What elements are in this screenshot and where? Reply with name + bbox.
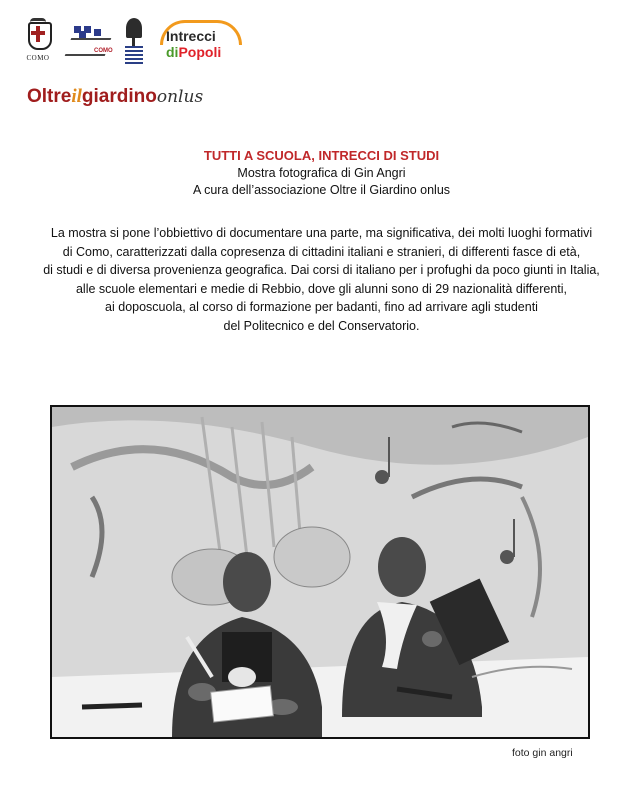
provincia-logo-text: COMO bbox=[94, 48, 113, 54]
brand-part-giardino: giardino bbox=[81, 86, 157, 107]
exhibition-subtitle-author: Mostra fotografica di Gin Angri bbox=[237, 166, 406, 180]
photo-credit: foto gin angri bbox=[512, 747, 573, 759]
como-logo-text: COMO bbox=[26, 54, 50, 62]
brand-part-oltre: Oltre bbox=[27, 86, 72, 107]
description-line: alle scuole elementari e medie di Rebbio, dove gli alunni sono di 29 nazionalità differenti, bbox=[75, 281, 568, 296]
description-line: La mostra si pone l’obbiettivo di documentare una parte, ma significativa, dei molti luoghi formativi bbox=[50, 226, 593, 240]
exhibition-description bbox=[8, 224, 635, 336]
exhibition-subtitle-curator: A cura dell’associazione Oltre il Giardino onlus bbox=[192, 183, 451, 197]
description-line: del Politecnico e del Conservatorio. bbox=[223, 318, 420, 333]
exhibition-photo bbox=[50, 405, 590, 739]
exhibition-header bbox=[0, 147, 643, 199]
photo-illustration bbox=[52, 407, 588, 737]
intrecci-di-popoli-logo bbox=[158, 20, 240, 68]
partner-logos bbox=[20, 16, 250, 72]
description-line: di studi e di diversa provenienza geografica. Dai corsi di italiano per i profughi da poco giunti in Italia, bbox=[43, 263, 600, 278]
fondazione-logo bbox=[124, 18, 144, 68]
intrecci-logo-di: di bbox=[166, 44, 179, 60]
provincia-como-logo bbox=[68, 24, 114, 60]
description-line: di Como, caratterizzati dalla copresenza di cittadini italiani e stranieri, di differenti fasce di età, bbox=[62, 244, 581, 259]
intrecci-logo-line1: Intrecci bbox=[166, 28, 216, 44]
brand-part-onlus: onlus bbox=[156, 87, 204, 107]
brand-part-il: il bbox=[71, 86, 82, 107]
exhibition-title: TUTTI A SCUOLA, INTRECCI DI STUDI bbox=[203, 148, 440, 163]
intrecci-logo-popoli: Popoli bbox=[178, 44, 222, 60]
comune-como-logo bbox=[22, 18, 54, 68]
description-line: ai doposcuola, al corso di formazione per badanti, fino ad arrivare agli studenti bbox=[105, 300, 538, 315]
oltre-il-giardino-logo bbox=[27, 86, 203, 108]
